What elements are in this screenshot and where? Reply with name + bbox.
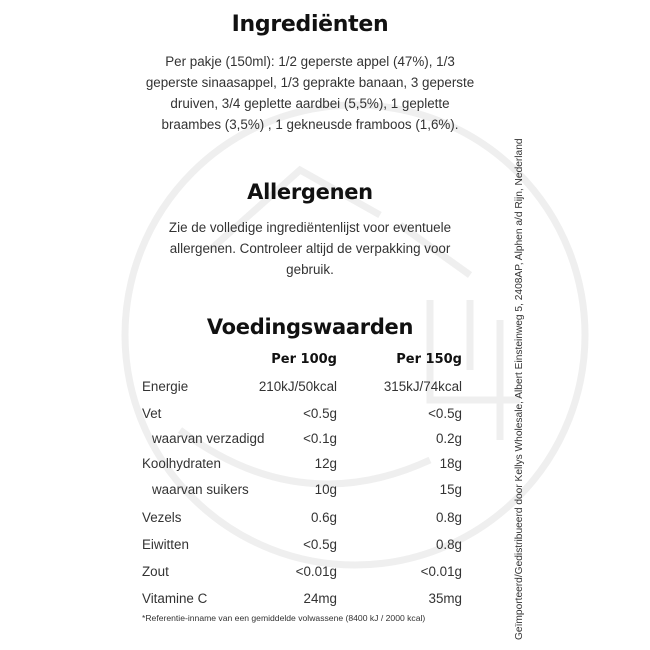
value-per-100g: 210kJ/50kcal	[258, 379, 337, 394]
table-row-vitamine-c	[0, 591, 650, 611]
value-per-150g: 18g	[439, 456, 462, 471]
column-header-per-150g: Per 150g	[396, 352, 462, 367]
row-label: Vezels	[142, 510, 182, 525]
ingredients-title: Ingrediënten	[231, 12, 389, 37]
value-per-150g: 0.8g	[435, 510, 462, 525]
value-per-100g: <0.1g	[303, 431, 337, 446]
allergens-title: Allergenen	[247, 180, 373, 204]
value-per-150g: <0.01g	[420, 564, 462, 579]
value-per-100g: <0.01g	[295, 564, 337, 579]
table-row-eiwitten	[0, 537, 650, 557]
value-per-100g: <0.5g	[303, 406, 337, 421]
allergens-line: allergenen. Controleer altijd de verpakking voor	[169, 241, 451, 256]
value-per-150g: 35mg	[428, 591, 462, 606]
reference-footnote: *Referentie-inname van een gemiddelde volwassene (8400 kJ / 2000 kcal)	[142, 613, 426, 623]
importer-address: Geïmporteerd/Gedistribueerd door Kellys Wholesale, Albert Einsteinweg 5, 2408AP, Alphen a/d Rijn, Nederland	[514, 138, 525, 640]
ingredients-line: druiven, 3/4 geplette aardbei (5,5%), 1 geplette	[170, 96, 450, 111]
value-per-100g: 12g	[314, 456, 337, 471]
row-label: Vet	[142, 406, 162, 421]
table-row-suikers	[0, 482, 650, 502]
row-label: Zout	[142, 564, 169, 579]
value-per-150g: 15g	[439, 482, 462, 497]
table-row-verzadigd	[0, 431, 650, 451]
value-per-150g: 0.2g	[435, 431, 462, 446]
value-per-100g: 0.6g	[310, 510, 337, 525]
table-row-energie	[0, 379, 650, 399]
value-per-150g: 0.8g	[435, 537, 462, 552]
ingredients-line: braambes (3,5%) , 1 gekneusde framboos (1,6%).	[161, 117, 459, 132]
row-label: waarvan verzadigd	[152, 431, 265, 446]
allergens-line: Zie de volledige ingrediëntenlijst voor eventuele	[168, 220, 452, 235]
table-row-vezels	[0, 510, 650, 530]
value-per-150g: 315kJ/74kcal	[383, 379, 462, 394]
row-label: Koolhydraten	[142, 456, 221, 471]
row-label: waarvan suikers	[152, 482, 249, 497]
row-label: Eiwitten	[142, 537, 189, 552]
value-per-150g: <0.5g	[428, 406, 462, 421]
table-row-vet	[0, 406, 650, 426]
row-label: Energie	[142, 379, 189, 394]
ingredients-line: Per pakje (150ml): 1/2 geperste appel (47%), 1/3	[165, 54, 455, 69]
nutrition-title: Voedingswaarden	[206, 315, 414, 339]
table-row-zout	[0, 564, 650, 584]
column-header-per-100g: Per 100g	[271, 352, 337, 367]
ingredients-line: geperste sinaasappel, 1/3 geprakte banaan, 3 geperste	[145, 75, 475, 90]
table-row-koolhydraten	[0, 456, 650, 476]
value-per-100g: 24mg	[303, 591, 337, 606]
allergens-line: gebruik.	[286, 262, 334, 277]
row-label: Vitamine C	[142, 591, 208, 606]
value-per-100g: 10g	[314, 482, 337, 497]
value-per-100g: <0.5g	[303, 537, 337, 552]
